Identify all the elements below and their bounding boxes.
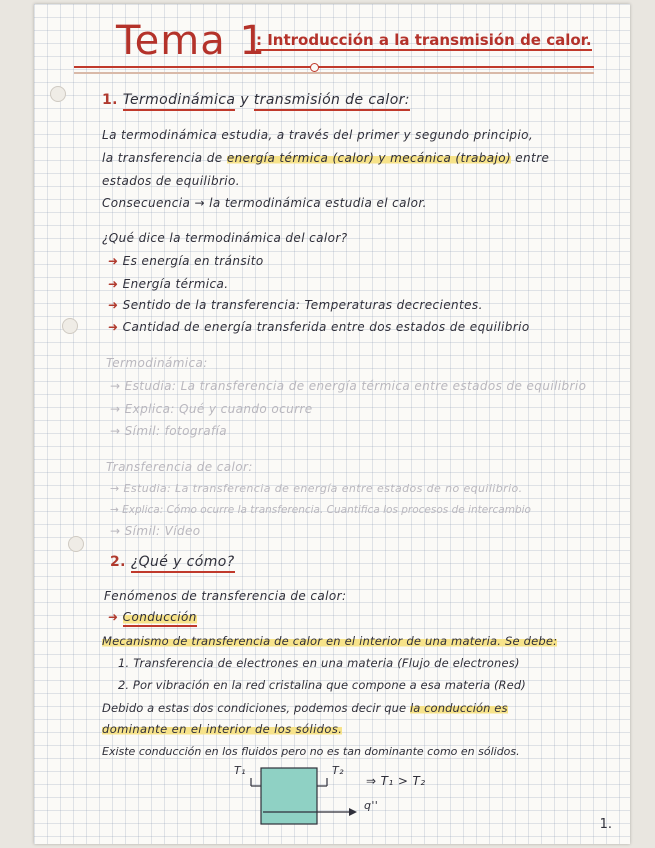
faint-heading: Termodinámica:	[106, 356, 208, 370]
arrow-icon: ➜	[108, 320, 123, 334]
text-span: Debido a estas dos condiciones, podemos decir que	[102, 701, 407, 715]
title-rule-ornament	[310, 63, 319, 72]
section1-heading-a: Termodinámica	[123, 92, 236, 111]
bullet-item	[108, 320, 530, 334]
highlighted-text: la conducción es	[409, 701, 508, 715]
paragraph-line: Fenómenos de transferencia de calor:	[104, 589, 347, 603]
binder-hole	[62, 318, 78, 334]
t2-label: T₂	[332, 764, 344, 777]
faint-item: → Explica: Cómo ocurre la transferencia. Cuantifica los procesos de intercambio	[110, 504, 531, 516]
numbered-item: 2. Por vibración en la red cristalina que compone a esa materia (Red)	[118, 678, 526, 692]
bullet-item	[108, 277, 229, 291]
title-rule-secondary	[74, 72, 594, 74]
section1-number: 1.	[102, 92, 118, 108]
title-rule	[74, 66, 594, 68]
paragraph-line	[102, 722, 342, 736]
paragraph-line: La termodinámica estudia, a través del primer y segundo principio,	[102, 128, 534, 142]
arrow-icon: ➜	[108, 254, 123, 268]
faint-item: → Estudia: La transferencia de energía térmica entre estados de equilibrio	[110, 379, 587, 393]
arrow-icon: ➜	[108, 277, 123, 291]
text-span: la transferencia de	[102, 151, 223, 165]
binder-hole	[50, 86, 66, 102]
subheading-text: Conducción	[123, 610, 197, 627]
faint-heading: Transferencia de calor:	[106, 460, 253, 474]
paragraph-line	[102, 701, 508, 715]
bullet-item	[108, 298, 483, 312]
highlighted-text: dominante en el interior de los sólidos.	[102, 722, 343, 736]
question-line: ¿Qué dice la termodinámica del calor?	[102, 231, 348, 245]
page-subtitle: : Introducción a la transmisión de calor.	[256, 31, 592, 49]
definition-line	[102, 634, 557, 648]
bullet-text: Sentido de la transferencia: Temperaturas decrecientes.	[122, 298, 483, 312]
page-title: Tema 1	[116, 18, 266, 64]
paragraph-line	[102, 151, 549, 165]
bullet-item	[108, 254, 264, 268]
section1-heading-join: y	[240, 92, 249, 108]
section2-heading-text: ¿Qué y cómo?	[131, 554, 235, 573]
material-block	[261, 768, 317, 824]
bullet-text: Cantidad de energía transferida entre dos estados de equilibrio	[122, 320, 530, 334]
section2-heading	[110, 554, 235, 570]
binder-hole	[68, 536, 84, 552]
subheading	[108, 610, 197, 624]
arrow-icon: ➜	[108, 298, 123, 312]
faint-item: → Símil: fotografía	[110, 424, 228, 438]
t1-label: T₁	[234, 764, 246, 777]
text-span: entre	[515, 151, 550, 165]
bullet-text: Es energía en tránsito	[122, 254, 264, 268]
arrow-icon: ➜	[108, 610, 123, 624]
bullet-text: Energía térmica.	[122, 277, 229, 291]
page-number: 1.	[599, 817, 612, 832]
paragraph-line: estados de equilibrio.	[102, 174, 240, 188]
paragraph-line: Consecuencia → la termodinámica estudia el calor.	[102, 196, 427, 210]
heat-flux-label: q''	[364, 799, 379, 812]
faint-item: → Explica: Qué y cuando ocurre	[110, 402, 313, 416]
section1-heading	[102, 92, 410, 108]
faint-item: → Estudia: La transferencia de energía entre estados de no equilibrio.	[110, 482, 523, 495]
temperature-relation: ⇒ T₁ > T₂	[366, 774, 426, 788]
highlighted-text: energía térmica (calor) y mecánica (trabajo)	[226, 151, 512, 165]
faint-item: → Símil: Vídeo	[110, 524, 201, 538]
notebook-page	[34, 4, 630, 844]
paragraph-line: Existe conducción en los fluidos pero no es tan dominante como en sólidos.	[102, 745, 520, 758]
section2-number: 2.	[110, 554, 126, 570]
numbered-item: 1. Transferencia de electrones en una materia (Flujo de electrones)	[118, 656, 520, 670]
conduction-diagram	[229, 762, 469, 832]
highlighted-text: Mecanismo de transferencia de calor en el interior de una materia. Se debe:	[102, 634, 558, 648]
section1-heading-b: transmisión de calor:	[254, 92, 410, 111]
